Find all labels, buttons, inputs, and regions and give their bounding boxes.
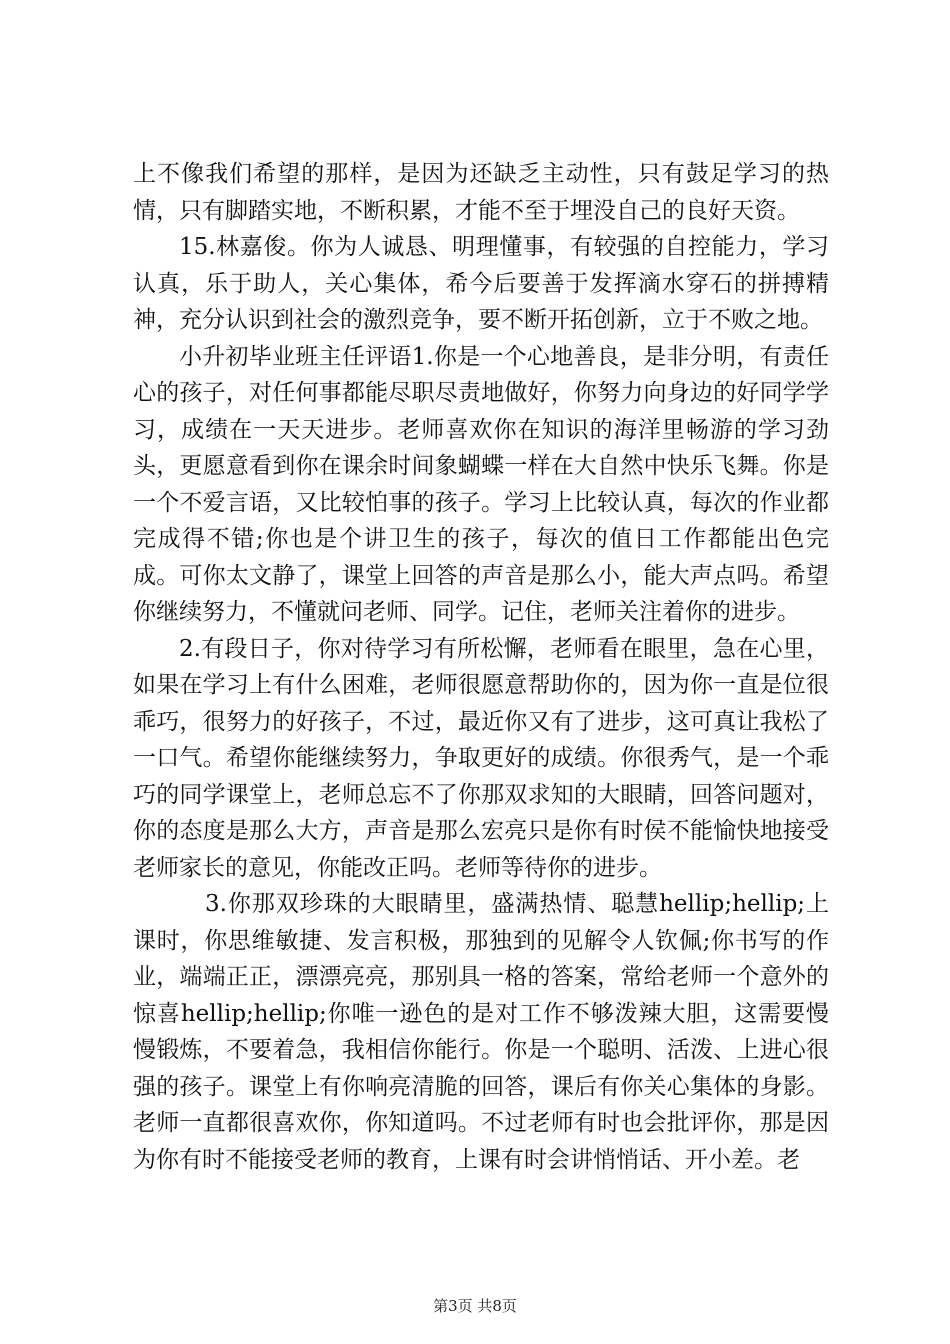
paragraph-comment-3: 3.你那双珍珠的大眼睛里，盛满热情、聪慧hellip;hellip;上课时，你思维敏捷、发言积极，那独到的见解令人钦佩;你书写的作业，端端正正，漂漂亮亮，那别具一格的答案，常给老师一个意外的惊喜hellip;hellip;你唯一逊色的是对工作不够泼辣大胆，这需要慢慢锻炼，不要着急，我相信你能行。你是一个聪明、活泼、上进心很强的孩子。课堂上有你响亮清脆的回答，课后有你关心集体的身影。老师一直都很喜欢你，你知道吗。不过老师有时也会批评你，那是因为你有时不能接受老师的教育，上课有时会讲悄悄话、开小差。老	[133, 891, 829, 1173]
paragraph-comment-15: 15.林嘉俊。你为人诚恳、明理懂事，有较强的自控能力，学习认真，乐于助人，关心集体，希今后要善于发挥滴水穿石的拼搏精神，充分认识到社会的激烈竞争，要不断开拓创新，立于不败之地。	[133, 234, 829, 333]
paragraph-continuation: 上不像我们希望的那样，是因为还缺乏主动性，只有鼓足学习的热情，只有脚踏实地，不断积累，才能不至于埋没自己的良好天资。	[133, 161, 829, 224]
paragraph-comment-1: 小升初毕业班主任评语1.你是一个心地善良，是非分明，有责任心的孩子，对任何事都能尽职尽责地做好，你努力向身边的好同学学习，成绩在一天天进步。老师喜欢你在知识的海洋里畅游的学习劲头，更愿意看到你在课余时间象蝴蝶一样在大自然中快乐飞舞。你是一个不爱言语，又比较怕事的孩子。学习上比较认真，每次的作业都完成得不错;你也是个讲卫生的孩子，每次的值日工作都能出色完成。可你太文静了，课堂上回答的声音是那么小，能大声点吗。希望你继续努力，不懂就问老师、同学。记住，老师关注着你的进步。	[133, 343, 829, 625]
paragraph-comment-2: 2.有段日子，你对待学习有所松懈，老师看在眼里，急在心里，如果在学习上有什么困难，老师很愿意帮助你的，因为你一直是位很乖巧，很努力的好孩子，不过，最近你又有了进步，这可真让我松了一口气。希望你能继续努力，争取更好的成绩。你很秀气，是一个乖巧的同学课堂上，老师总忘不了你那双求知的大眼睛，回答问题对，你的态度是那么大方，声音是那么宏亮只是你有时侯不能愉快地接受老师家长的意见，你能改正吗。老师等待你的进步。	[133, 635, 829, 881]
page-footer: 第3页 共8页	[433, 1297, 517, 1315]
document-body	[133, 156, 829, 1178]
